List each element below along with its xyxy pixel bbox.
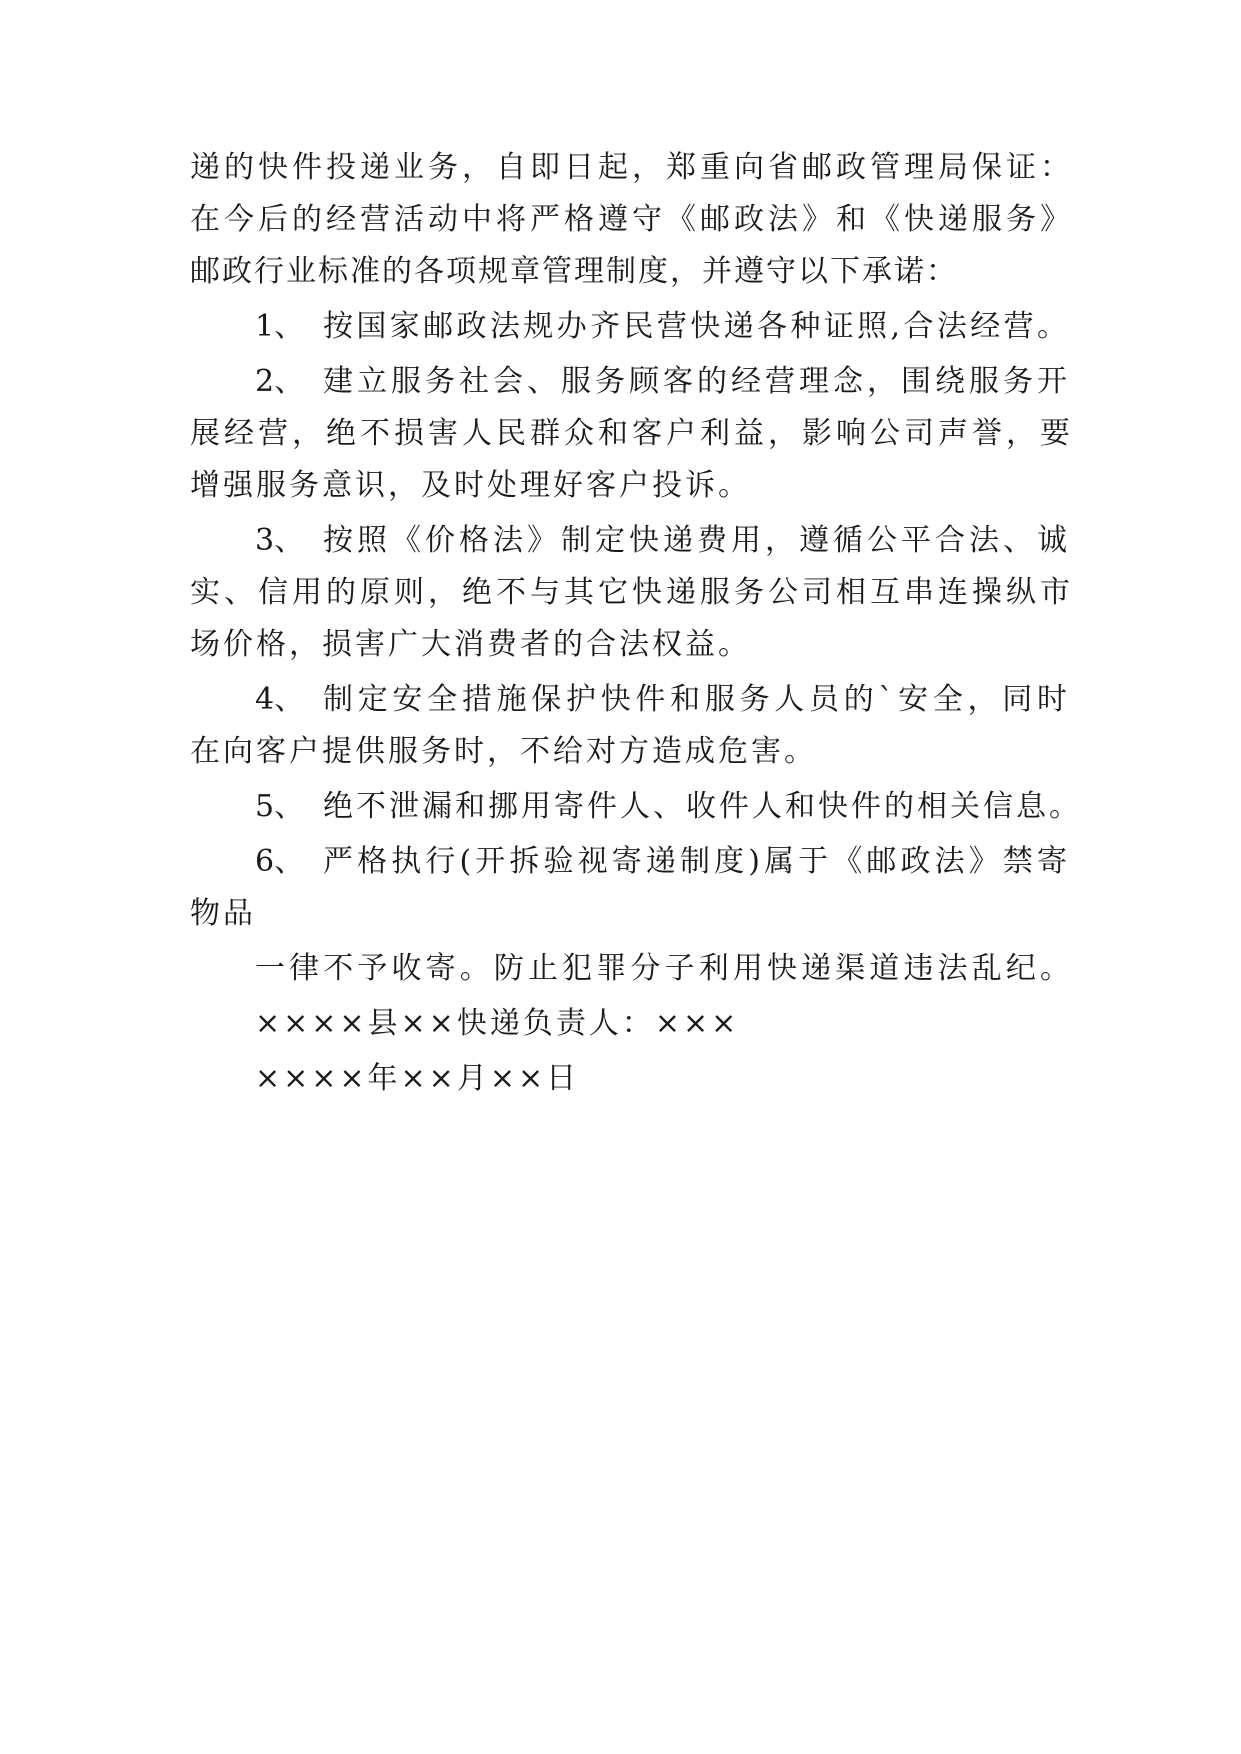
item-text: 绝不泄漏和挪用寄件人、收件人和快件的相关信息。 — [323, 789, 1082, 824]
list-item-2 — [255, 362, 1070, 402]
list-item-5 — [255, 787, 1082, 827]
list-item-4 — [255, 680, 1070, 720]
item-text: 按国家邮政法规办齐民营快递各种证照,合法经营。 — [323, 309, 1070, 344]
item-text: 按照《价格法》制定快递费用，遵循公平合法、诚 — [323, 523, 1070, 558]
item-text: 制定安全措施保护快件和服务人员的`安全，同时 — [323, 682, 1070, 717]
item-number: 4、 — [255, 682, 305, 717]
item-4-line-2: 在向客户提供服务时，不给对方造成危害。 — [190, 734, 817, 769]
intro-line-1: 递的快件投递业务，自即日起，郑重向省邮政管理局保证： — [190, 150, 1070, 185]
item-3-line-2: 实、信用的原则，绝不与其它快递服务公司相互串连操纵市 — [190, 575, 1070, 610]
item-number: 6、 — [255, 844, 305, 879]
item-number: 1、 — [255, 309, 305, 344]
date-line: ××××年××月××日 — [255, 1061, 580, 1096]
item-text: 严格执行(开拆验视寄递制度)属于《邮政法》禁寄 — [323, 844, 1070, 879]
item-3-line-3: 场价格，损害广大消费者的合法权益。 — [190, 627, 751, 662]
item-text: 建立服务社会、服务顾客的经营理念，围绕服务开 — [323, 364, 1070, 399]
list-item-1 — [255, 307, 1070, 347]
continuation-line: 一律不予收寄。防止犯罪分子利用快递渠道违法乱纪。 — [255, 951, 1070, 986]
intro-line-3: 邮政行业标准的各项规章管理制度，并遵守以下承诺： — [190, 254, 958, 289]
item-6-line-2: 物品 — [190, 896, 256, 931]
signature-line: ××××县××快递负责人：××× — [255, 1006, 740, 1041]
list-item-6 — [255, 842, 1070, 882]
list-item-3 — [255, 521, 1070, 561]
item-number: 5、 — [255, 789, 305, 824]
item-2-line-2: 展经营，绝不损害人民群众和客户利益，影响公司声誉，要 — [190, 416, 1070, 451]
item-2-line-3: 增强服务意识，及时处理好客户投诉。 — [190, 468, 751, 503]
item-number: 2、 — [255, 364, 305, 399]
intro-line-2: 在今后的经营活动中将严格遵守《邮政法》和《快递服务》 — [190, 202, 1070, 237]
item-number: 3、 — [255, 523, 305, 558]
